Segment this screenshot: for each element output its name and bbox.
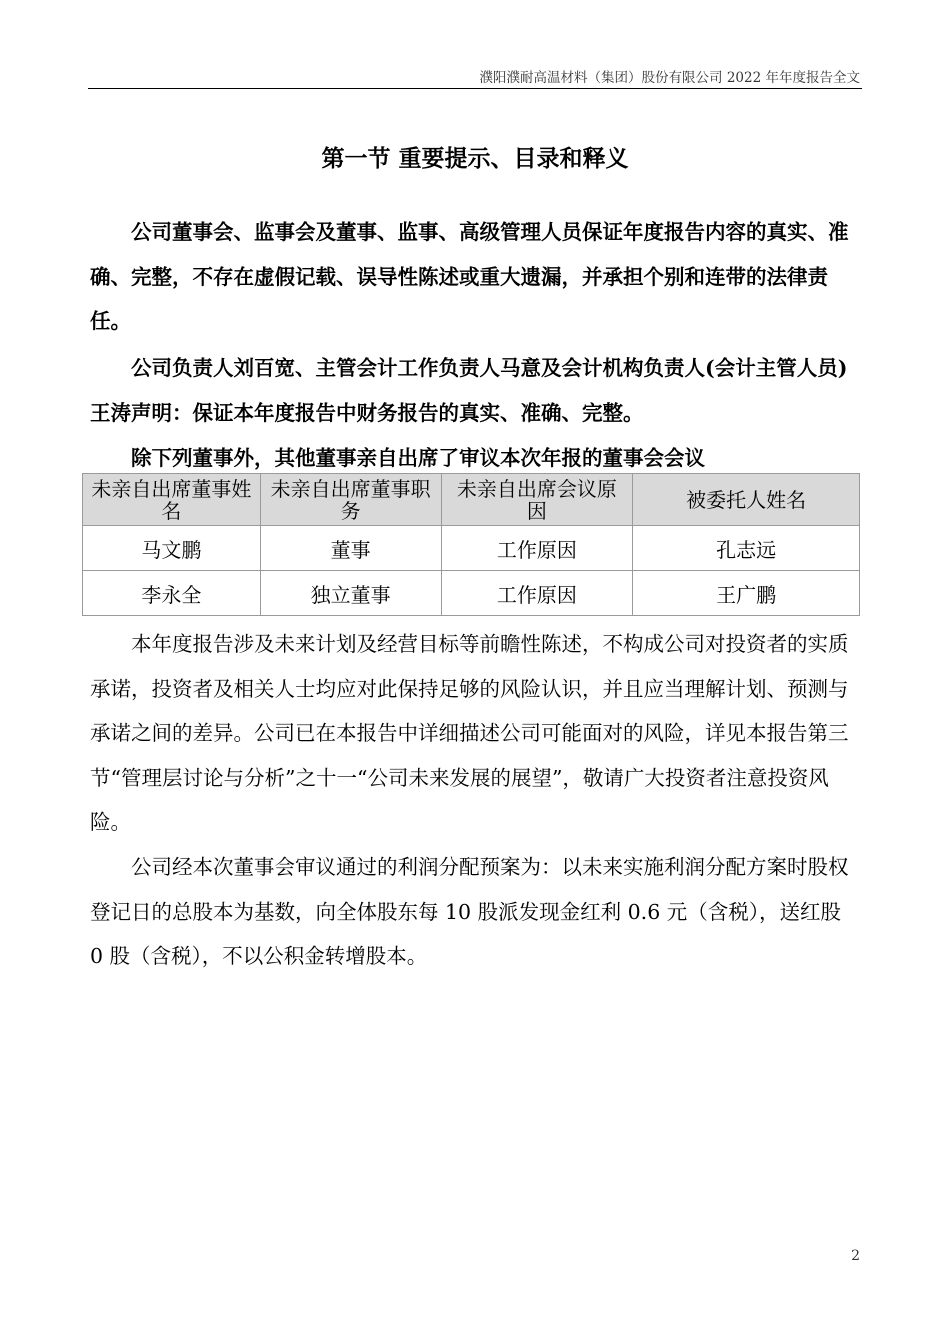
cell-director-name: 李永全 <box>83 571 261 616</box>
page-number: 2 <box>851 1248 860 1264</box>
cell-proxy-name: 王广鹏 <box>633 571 860 616</box>
header-divider <box>88 88 862 89</box>
absent-directors-table <box>82 473 860 616</box>
cell-director-position: 独立董事 <box>260 571 441 616</box>
cell-absence-reason: 工作原因 <box>441 571 633 616</box>
cell-director-position: 董事 <box>260 526 441 571</box>
paragraph-profit-distribution-plan: 公司经本次董事会审议通过的利润分配预案为：以未来实施利润分配方案时股权登记日的总股本为基数，向全体股东每 10 股派发现金红利 0.6 元（含税），送红股 0 股（含税），不以公积金转增股本。 <box>90 855 849 968</box>
table-row <box>83 526 860 571</box>
column-header-director-name: 未亲自出席董事姓名 <box>83 474 261 526</box>
cell-director-name: 马文鹏 <box>83 526 261 571</box>
cell-proxy-name: 孔志远 <box>633 526 860 571</box>
column-header-absence-reason: 未亲自出席会议原因 <box>441 474 633 526</box>
paragraph-absent-directors-intro: 除下列董事外，其他董事亲自出席了审议本次年报的董事会会议 <box>131 446 705 470</box>
paragraph-board-guarantee: 公司董事会、监事会及董事、监事、高级管理人员保证年度报告内容的真实、准确、完整，不存在虚假记载、误导性陈述或重大遗漏，并承担个别和连带的法律责任。 <box>90 220 849 333</box>
table-header-row <box>83 474 860 526</box>
section-title: 第一节 重要提示、目录和释义 <box>321 146 629 172</box>
column-header-proxy-name: 被委托人姓名 <box>633 474 860 526</box>
cell-absence-reason: 工作原因 <box>441 526 633 571</box>
table-row <box>83 571 860 616</box>
paragraph-responsible-persons-statement: 公司负责人刘百宽、主管会计工作负责人马意及会计机构负责人(会计主管人员)王涛声明：保证本年度报告中财务报告的真实、准确、完整。 <box>90 356 848 425</box>
column-header-director-position: 未亲自出席董事职务 <box>260 474 441 526</box>
paragraph-forward-looking-statement: 本年度报告涉及未来计划及经营目标等前瞻性陈述，不构成公司对投资者的实质承诺，投资者及相关人士均应对此保持足够的风险认识，并且应当理解计划、预测与承诺之间的差异。公司已在本报告中详细描述公司可能面对的风险，详见本报告第三节“管理层讨论与分析”之十一“公司未来发展的展望”，敬请广大投资者注意投资风险。 <box>90 632 849 834</box>
report-header-title: 濮阳濮耐高温材料（集团）股份有限公司 2022 年年度报告全文 <box>479 70 860 86</box>
